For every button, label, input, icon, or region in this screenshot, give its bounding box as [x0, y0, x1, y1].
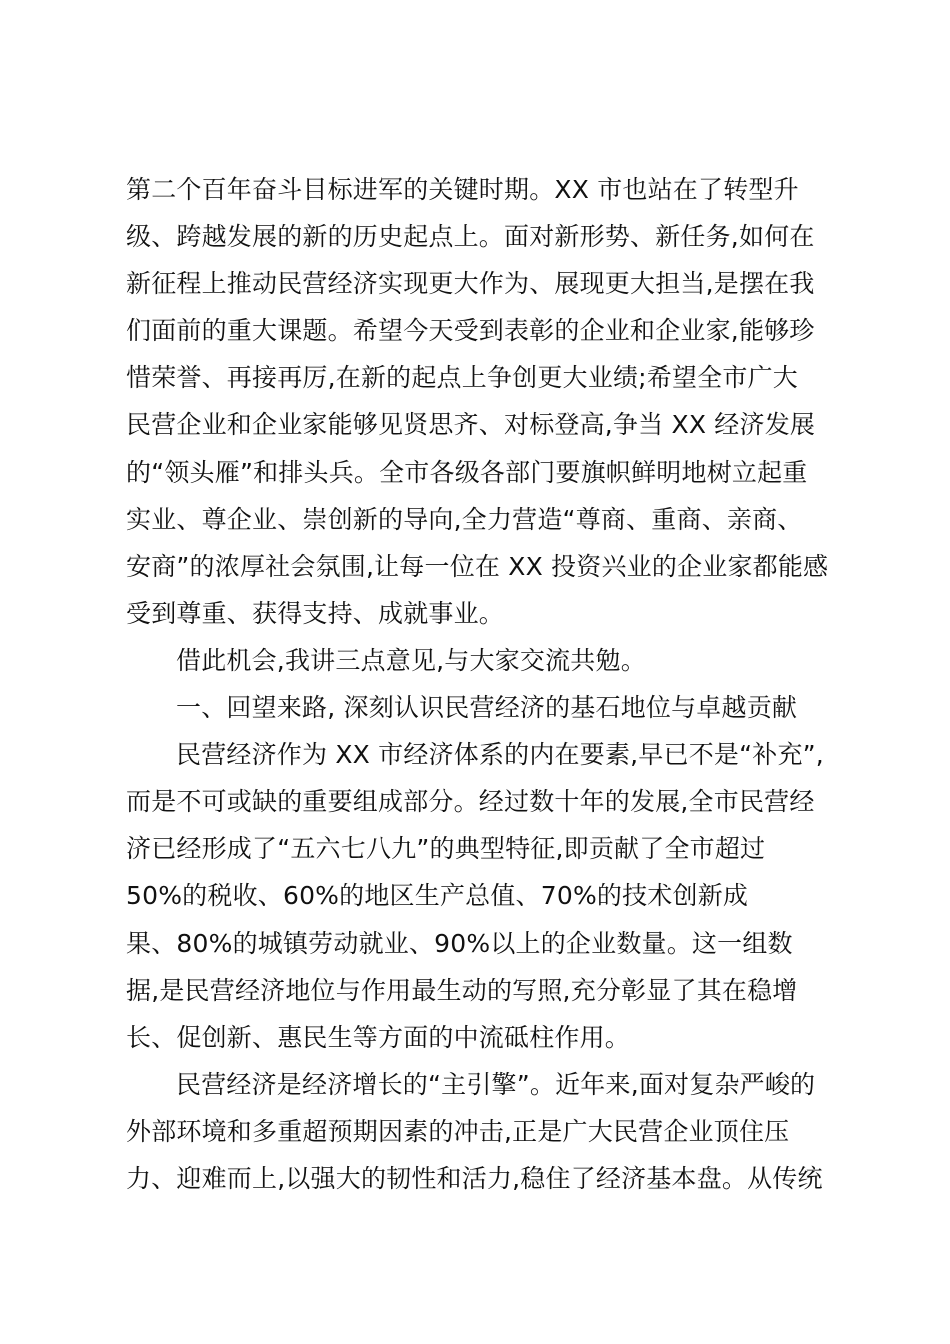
text-line: 济已经形成了“五六七八九”的典型特征,即贡献了全市超过 [126, 834, 766, 864]
text-line: 外部环境和多重超预期因素的冲击,正是广大民营企业顶住压 [126, 1116, 790, 1146]
text-line: 力、迎难而上,以强大的韧性和活力,稳住了经济基本盘。从传统 [126, 1163, 823, 1193]
text-line: 惜荣誉、再接再厉,在新的起点上争创更大业绩;希望全市广大 [126, 363, 798, 393]
text-line: 级、跨越发展的新的历史起点上。面对新形势、新任务,如何在 [126, 222, 815, 252]
text-line: 民营经济作为 XX 市经济体系的内在要素,早已不是“补充”, [176, 740, 824, 770]
text-line: 们面前的重大课题。希望今天受到表彰的企业和企业家,能够珍 [126, 316, 815, 346]
text-line: 的“领头雁”和排头兵。全市各级各部门要旗帜鲜明地树立起重 [126, 457, 808, 487]
text-line: 而是不可或缺的重要组成部分。经过数十年的发展,全市民营经 [126, 787, 815, 817]
text-line: 安商”的浓厚社会氛围,让每一位在 XX 投资兴业的企业家都能感 [126, 551, 829, 581]
text-line: 果、80%的城镇劳动就业、90%以上的企业数量。这一组数 [126, 928, 793, 958]
text-line: 实业、尊企业、崇创新的导向,全力营造“尊商、重商、亲商、 [126, 504, 803, 534]
text-line: 民营经济是经济增长的“主引擎”。近年来,面对复杂严峻的 [176, 1069, 816, 1099]
text-line: 借此机会,我讲三点意见,与大家交流共勉。 [176, 645, 646, 675]
body-text [126, 166, 846, 1202]
text-line: 新征程上推动民营经济实现更大作为、展现更大担当,是摆在我 [126, 269, 815, 299]
section-heading: 一、回望来路, 深刻认识民营经济的基石地位与卓越贡献 [176, 693, 798, 723]
text-line: 50%的税收、60%的地区生产总值、70%的技术创新成 [126, 881, 749, 911]
text-line: 长、促创新、惠民生等方面的中流砥柱作用。 [126, 1022, 631, 1052]
text-line: 受到尊重、获得支持、成就事业。 [126, 598, 505, 628]
text-line: 民营企业和企业家能够见贤思齐、对标登高,争当 XX 经济发展 [126, 410, 816, 440]
text-line: 据,是民营经济地位与作用最生动的写照,充分彰显了其在稳增 [126, 975, 798, 1005]
text-line: 第二个百年奋斗目标进军的关键时期。XX 市也站在了转型升 [126, 175, 799, 204]
